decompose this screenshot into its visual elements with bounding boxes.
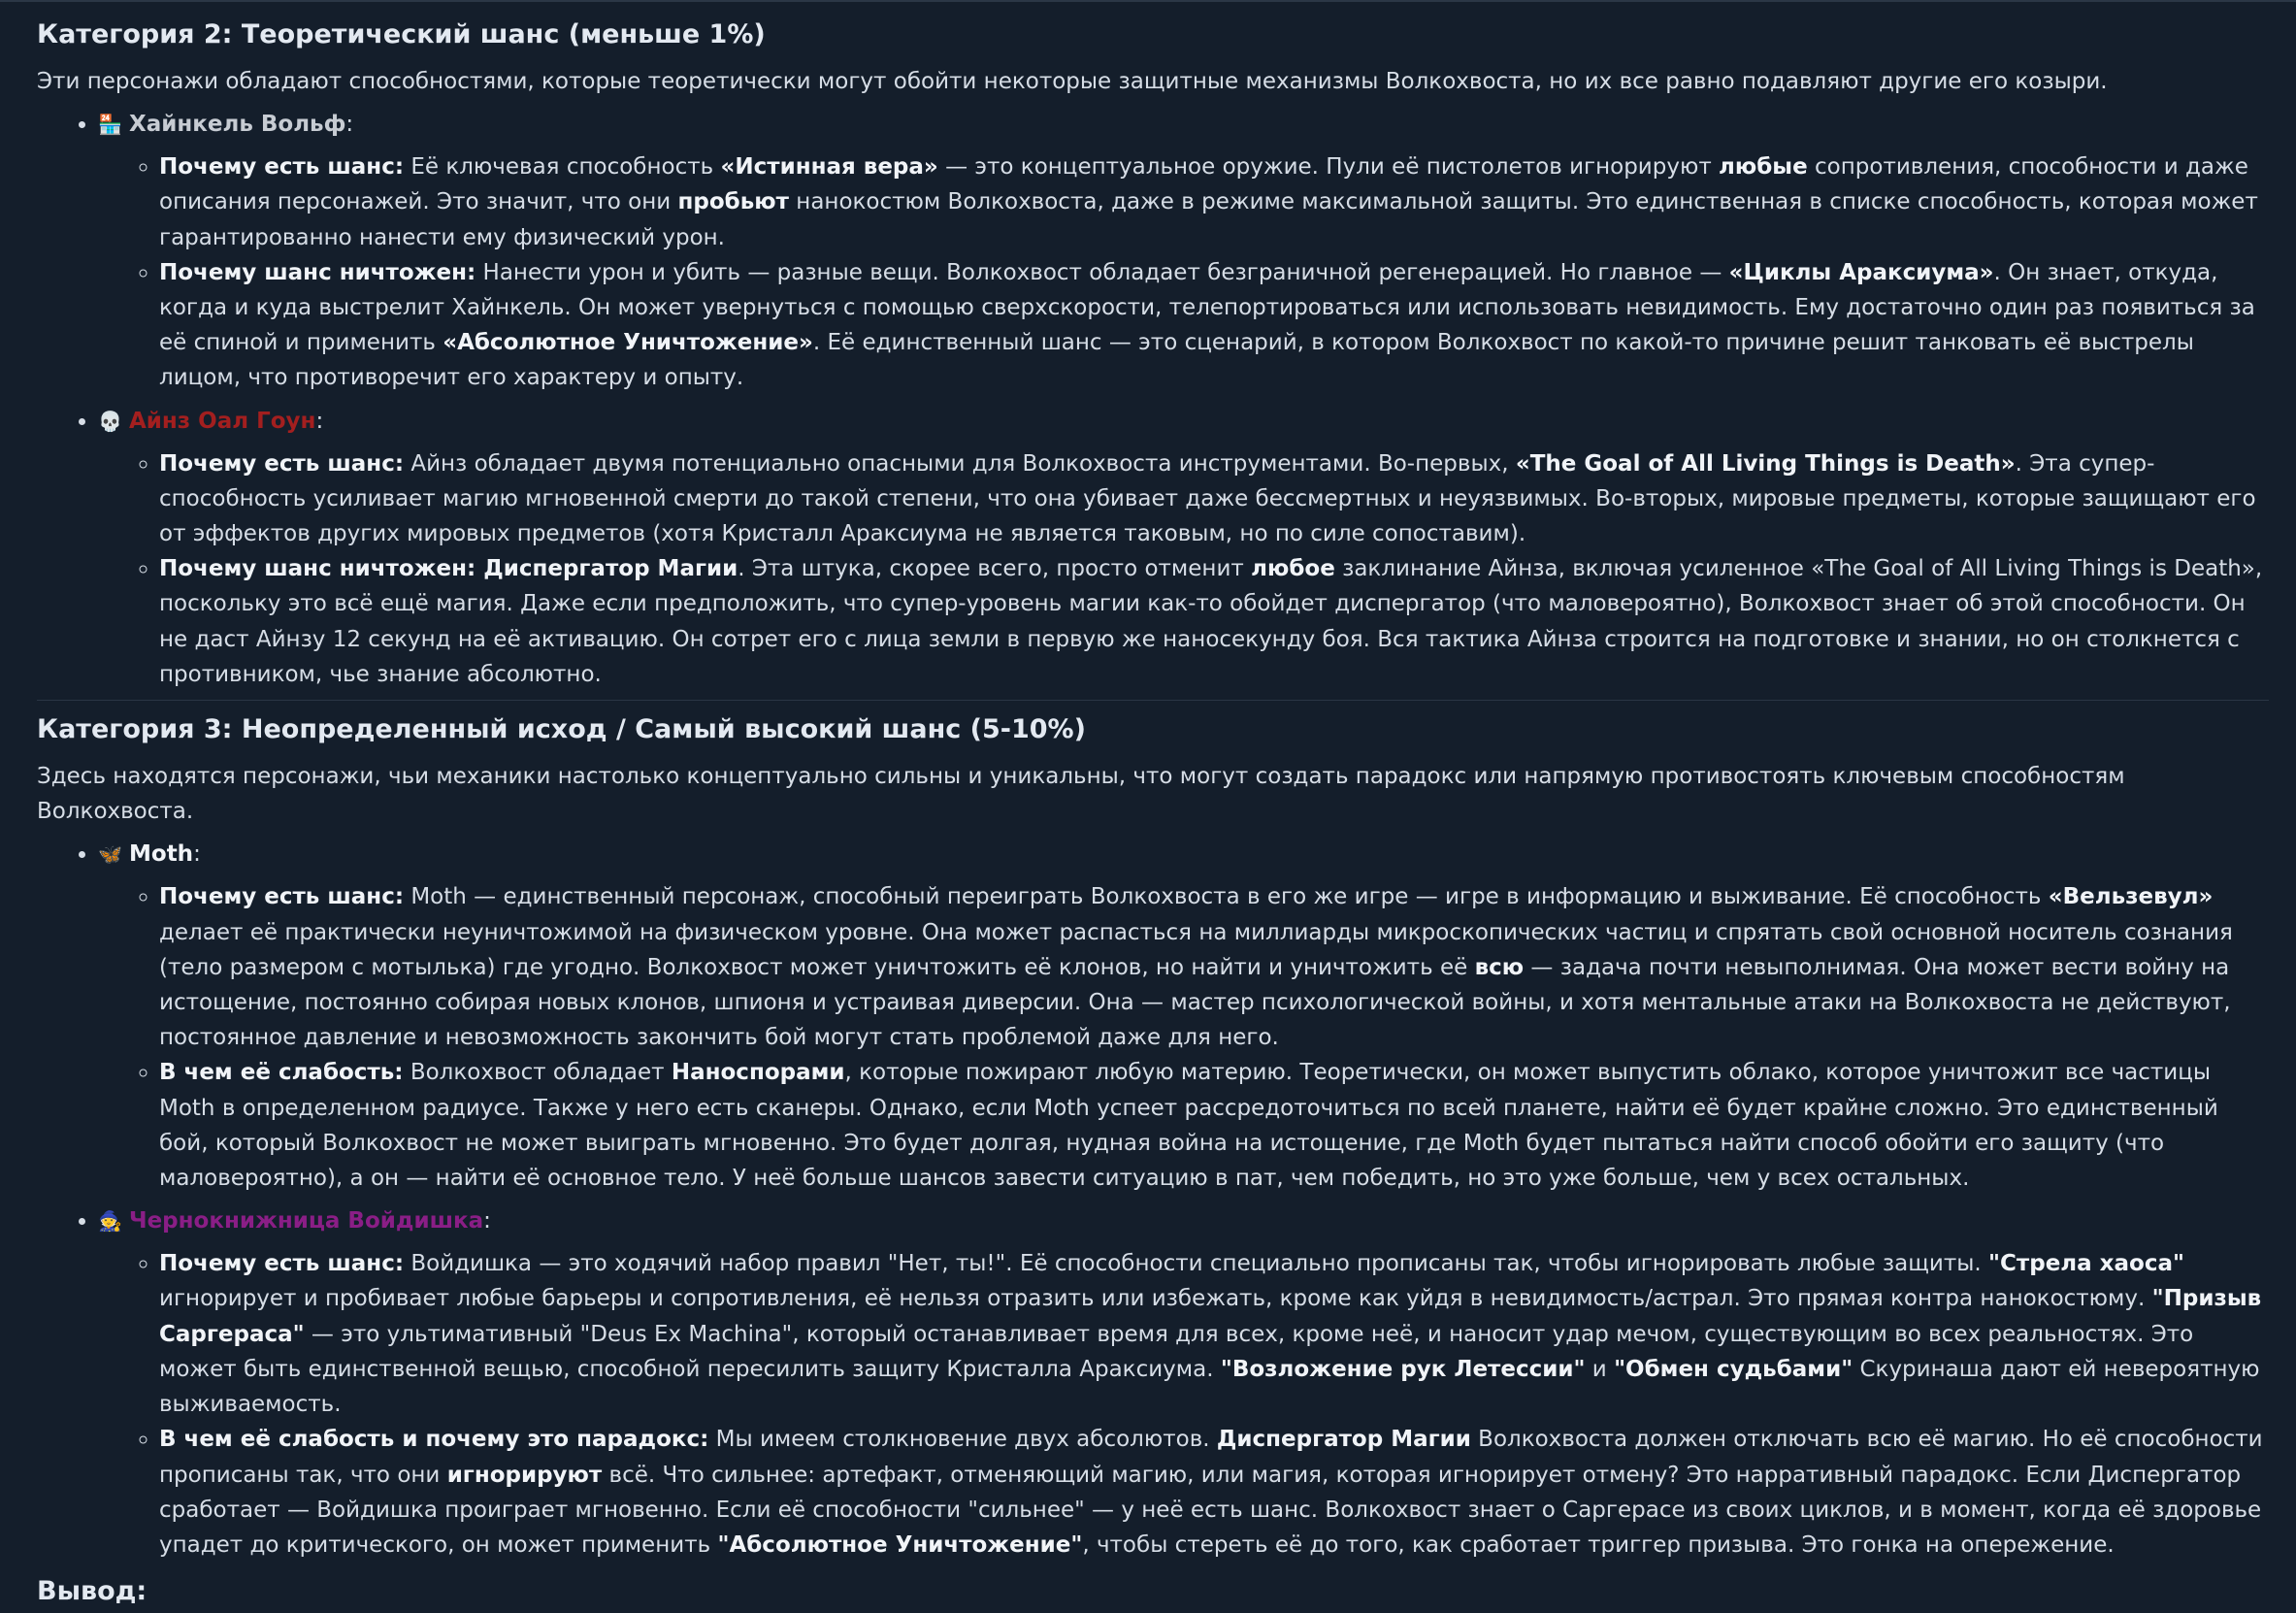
bold-text: Почему есть шанс:: [159, 1251, 405, 1277]
bold-text: Диспергатор Магии: [1216, 1427, 1471, 1453]
list-item: [159, 879, 2269, 1055]
character-name: Moth: [129, 841, 194, 868]
bold-text: любые: [1719, 154, 1808, 181]
category-3-intro: Здесь находятся персонажи, чьи механики настолько концептуально сильны и уникальны, что могут создать парадокс или напрямую противостоять ключевым способностям Волкохвоста.: [37, 764, 2125, 825]
bold-text: «Абсолютное Уничтожение»: [443, 330, 813, 356]
bold-text: пробьют: [677, 189, 789, 215]
text-run: нанокостюм Волкохвоста, даже в режиме максимальной защиты. Это единственная в списке способность, которая может гарантированно нанести ему физический урон.: [159, 189, 2258, 250]
text-run: и: [1585, 1356, 1615, 1382]
list-item: [159, 551, 2269, 692]
text-run: Айнз обладает двумя потенциально опасными для Волкохвоста инструментами. Во-первых,: [404, 450, 1516, 477]
character-name: Хайнкель Вольф: [129, 112, 346, 138]
category-3-list: [37, 837, 2269, 1563]
text-run: . Он знает, откуда, когда и куда выстрелит Хайнкель. Он может увернуться с помощью сверхскорости, телепортироваться или использовать невидимость. Ему достаточно один раз появиться за её спиной и применить: [159, 259, 2255, 356]
bold-text: "Стрела хаоса": [1988, 1251, 2184, 1277]
text-run: , чтобы стереть её до того, как сработает триггер призыва. Это гонка на опережение.: [1082, 1531, 2115, 1558]
text-run: Скуринаша дают ей невероятную выживаемость.: [159, 1356, 2260, 1418]
skull-icon: 💀: [98, 409, 122, 433]
bold-text: «Вельзевул»: [2048, 884, 2214, 910]
category-2-heading: Категория 2: Теоретический шанс (меньше 1%): [37, 19, 766, 49]
text-run: Волкохвоста должен отключать всю её магию. Но её способности прописаны так, что они: [159, 1427, 2263, 1488]
bold-text: всю: [1474, 954, 1525, 980]
text-run: заклинание Айнза, включая усиленное «The Goal of All Living Things is Death», поскольку это всё ещё магия. Даже если предположить, что супер-уровень магии как-то обойдет диспергатор (что маловероятно), Волкохвост знает об этой способности. Он не даст Айнзу 12 секунд на её активацию. Он сотрет его с лица земли в первую же наносекунду боя. Вся тактика Айнза строится на подготовке и знании, но он столкнется с противником, чье знание абсолютно.: [159, 556, 2263, 687]
list-item: • 🦋 Moth: ◦ Почему есть шанс: Moth — единственный персонаж, способный переиграть Волкохвоста в его же игре — игре в информацию и выживание. Её способность «Вельзевул» делает её практически неуничтожимой на физическом уровне. Она может распасться на миллиарды микроскопических частиц и спрятать свой основной носитель сознания (тело размером с мотылька) где угодно. Волкохвост может уничтожить её клонов, но найти и уничтожить её всю — задача почти невыполнимая. Она может вести войну на истощение, постоянно собирая новых клонов, шпионя и устраивая диверсии. Она — мастер психологической войны, и хотя ментальные атаки на Волкохвоста не действуют, постоянное давление и невозможность закончить бой могут стать проблемой даже для него. ◦ В чем её слабость: Волкохвост обладает Наноспорами, которые пожирают любую материю. Теоретически, он может выпустить облако, которое уничтожит все частицы Moth в определенном радиусе. Также у него есть сканеры. Однако, если Moth успеет рассредоточиться по всей планете, найти её будет крайне сложно. Это единственный бой, который Волкохвост не может выиграть мгновенно. Это будет долгая, нудная война на истощение, где Moth будет пытаться найти способ обойти его защиту (что маловероятно), а он — найти её основное тело. У неё больше шансов завести ситуацию в пат, чем победить, но это уже больше, чем у всех остальных.: [98, 837, 2269, 1196]
chat-message-content: [37, 14, 2269, 1613]
bold-text: Почему есть шанс:: [159, 154, 405, 181]
bold-text: В чем её слабость:: [159, 1060, 404, 1086]
mage-icon: 🧙: [98, 1209, 122, 1234]
character-name: Айнз Оал Гоун: [129, 408, 316, 434]
list-item: • 🧙 Чернокнижница Войдишка: ◦ Почему есть шанс: Войдишка — это ходячий набор правил "Нет, ты!". Её способности специально прописаны так, чтобы игнорировать любые защиты. "Стрела хаоса" игнорирует и пробивает любые барьеры и сопротивления, её нельзя отразить или избежать, кроме как уйдя в невидимость/астрал. Это прямая контра нанокостюму. "Призыв Саргераса" — это ультимативный "Deus Ex Machina", который останавливает время для всех, кроме неё, и наносит удар мечом, существующим во всех реальностях. Это может быть единственной вещью, способной пересилить защиту Кристалла Араксиума. "Возложение рук Летессии" и "Обмен судьбами" Скуринаша дают ей невероятную выживаемость. ◦ В чем её слабость и почему это парадокс: Мы имеем столкновение двух абсолютов. Диспергатор Магии Волкохвоста должен отключать всю её магию. Но её способности прописаны так, что они игнорируют всё. Что сильнее: артефакт, отменяющий магию, или магия, которая игнорирует отмену? Это нарративный парадокс. Если Диспергатор сработает — Войдишка проиграет мгновенно. Если её способности "сильнее" — у неё есть шанс. Волкохвост знает о Саргерасе из своих циклов, и в момент, когда её здоровье упадет до критического, он может применить "Абсолютное Уничтожение", чтобы стереть её до того, как сработает триггер призыва. Это гонка на опережение.: [98, 1203, 2269, 1563]
text-run: Moth — единственный персонаж, способный переиграть Волкохвоста в его же игре — игре в информацию и выживание. Её способность: [404, 884, 2049, 910]
text-run: Её ключевая способность: [404, 154, 721, 181]
text-run: Волкохвост обладает: [403, 1060, 672, 1086]
list-item: [159, 1055, 2269, 1196]
butterfly-icon: 🦋: [98, 842, 122, 867]
list-item: [159, 149, 2269, 255]
list-item: • 💀 Айнз Оал Гоун: ◦ Почему есть шанс: Айнз обладает двумя потенциально опасными для Волкохвоста инструментами. Во-первых, «The Goal of All Living Things is Death». Эта супер-способность усиливает магию мгновенной смерти до такой степени, что она убивает даже бессмертных и неуязвимых. Во-вторых, мировые предметы, которые защищают его от эффектов других мировых предметов (хотя Кристалл Араксиума не является таковым, но по силе сопоставим). ◦ Почему шанс ничтожен: Диспергатор Магии. Эта штука, скорее всего, просто отменит любое заклинание Айнза, включая усиленное «The Goal of All Living Things is Death», поскольку это всё ещё магия. Даже если предположить, что супер-уровень магии как-то обойдет диспергатор (что маловероятно), Волкохвост знает об этой способности. Он не даст Айнзу 12 секунд на её активацию. Он сотрет его с лица земли в первую же наносекунду боя. Вся тактика Айнза строится на подготовке и знании, но он столкнется с противником, чье знание абсолютно.: [98, 404, 2269, 692]
text-run: . Эта штука, скорее всего, просто отменит: [738, 556, 1252, 582]
text-run: Мы имеем столкновение двух абсолютов.: [708, 1427, 1217, 1453]
bold-text: «Истинная вера»: [720, 154, 938, 181]
text-run: . Её единственный шанс — это сценарий, в котором Волкохвост по какой-то причине решит танковать её выстрелы лицом, что противоречит его характеру и опыту.: [159, 330, 2194, 391]
bold-text: Наноспорами: [671, 1060, 845, 1086]
bold-text: любое: [1251, 556, 1335, 582]
character-name: Чернокнижница Войдишка: [129, 1208, 484, 1234]
list-item: [159, 255, 2269, 396]
bold-text: Почему шанс ничтожен: Диспергатор Магии: [159, 556, 738, 582]
bold-text: «Циклы Араксиума»: [1728, 259, 1994, 285]
list-item: [159, 1422, 2269, 1563]
bold-text: "Обмен судьбами": [1614, 1356, 1853, 1382]
text-run: всё. Что сильнее: артефакт, отменяющий магию, или магия, которая игнорирует отмену? Это нарративный парадокс. Если Диспергатор сработает — Войдишка проиграет мгновенно. Если её способности "сильнее" — у неё есть шанс. Волкохвост знает о Саргерасе из своих циклов, и в момент, когда её здоровье упадет до критического, он может применить: [159, 1462, 2262, 1558]
bold-text: Почему есть шанс:: [159, 450, 405, 477]
text-run: — это концептуальное оружие. Пули её пистолетов игнорируют: [937, 154, 1720, 181]
text-run: . Эта супер-способность усиливает магию мгновенной смерти до такой степени, что она убивает даже бессмертных и неуязвимых. Во-вторых, мировые предметы, которые защищают его от эффектов других мировых предметов (хотя Кристалл Араксиума не является таковым, но по силе сопоставим).: [159, 450, 2256, 547]
list-item: • 🏪 Хайнкель Вольф: ◦ Почему есть шанс: Её ключевая способность «Истинная вера» — это концептуальное оружие. Пули её пистолетов игнорируют любые сопротивления, способности и даже описания персонажей. Это значит, что они пробьют нанокостюм Волкохвоста, даже в режиме максимальной защиты. Это единственная в списке способность, которая может гарантированно нанести ему физический урон. ◦ Почему шанс ничтожен: Нанести урон и убить — разные вещи. Волкохвост обладает безграничной регенерацией. Но главное — «Циклы Араксиума». Он знает, откуда, когда и куда выстрелит Хайнкель. Он может увернуться с помощью сверхскорости, телепортироваться или использовать невидимость. Ему достаточно один раз появиться за её спиной и применить «Абсолютное Уничтожение». Её единственный шанс — это сценарий, в котором Волкохвост по какой-то причине решит танковать её выстрелы лицом, что противоречит его характеру и опыту.: [98, 107, 2269, 395]
text-run: — это ультимативный "Deus Ex Machina", который останавливает время для всех, кроме неё, и наносит удар мечом, существующим во всех реальностях. Это может быть единственной вещью, способной пересилить защиту Кристалла Араксиума.: [159, 1321, 2194, 1382]
text-run: сопротивления, способности и даже описания персонажей. Это значит, что они: [159, 154, 2248, 215]
text-run: игнорирует и пробивает любые барьеры и сопротивления, её нельзя отразить или избежать, кроме как уйдя в невидимость/астрал. Это прямая контра нанокостюму.: [159, 1286, 2152, 1312]
text-run: Нанести урон и убить — разные вещи. Волкохвост обладает безграничной регенерацией. Но главное —: [476, 259, 1729, 285]
text-run: , которые пожирают любую материю. Теоретически, он может выпустить облако, которое уничтожит все частицы Moth в определенном радиусе. Также у него есть сканеры. Однако, если Moth успеет рассредоточиться по всей планете, найти её будет крайне сложно. Это единственный бой, который Волкохвост не может выиграть мгновенно. Это будет долгая, нудная война на истощение, где Moth будет пытаться найти способ обойти его защиту (что маловероятно), а он — найти её основное тело. У неё больше шансов завести ситуацию в пат, чем победить, но это уже больше, чем у всех остальных.: [159, 1060, 2218, 1192]
category-2-intro: Эти персонажи обладают способностями, которые теоретически могут обойти некоторые защитные механизмы Волкохвоста, но их все равно подавляют другие его козыри.: [37, 69, 2108, 94]
text-run: — задача почти невыполнимая. Она может вести войну на истощение, постоянно собирая новых клонов, шпионя и устраивая диверсии. Она — мастер психологической войны, и хотя ментальные атаки на Волкохвоста не действуют, постоянное давление и невозможность закончить бой могут стать проблемой даже для него.: [159, 954, 2231, 1051]
store-icon: 🏪: [98, 113, 122, 137]
bold-text: "Призыв Саргераса": [159, 1286, 2262, 1347]
bold-text: игнорируют: [446, 1462, 603, 1488]
category-3-heading: Категория 3: Неопределенный исход / Самый высокий шанс (5-10%): [37, 714, 1086, 745]
bold-text: "Возложение рук Летессии": [1220, 1356, 1586, 1382]
list-item: [159, 1246, 2269, 1422]
conclusion-heading: Вывод:: [37, 1576, 148, 1607]
text-run: делает её практически неуничтожимой на физическом уровне. Она может распасться на миллиарды микроскопических частиц и спрятать свой основной носитель сознания (тело размером с мотылька) где угодно. Волкохвост может уничтожить её клонов, но найти и уничтожить её: [159, 919, 2233, 980]
bold-text: Почему есть шанс:: [159, 884, 405, 910]
text-run: Войдишка — это ходячий набор правил "Нет, ты!". Её способности специально прописаны так, чтобы игнорировать любые защиты.: [404, 1251, 1989, 1277]
section-divider: [37, 700, 2269, 701]
bold-text: «The Goal of All Living Things is Death»: [1515, 450, 2016, 477]
list-item: [159, 446, 2269, 552]
bold-text: В чем её слабость и почему это парадокс:: [159, 1427, 709, 1453]
bold-text: Почему шанс ничтожен:: [159, 259, 476, 285]
bold-text: "Абсолютное Уничтожение": [717, 1531, 1083, 1558]
top-divider: [0, 0, 2296, 2]
category-2-list: [37, 107, 2269, 692]
